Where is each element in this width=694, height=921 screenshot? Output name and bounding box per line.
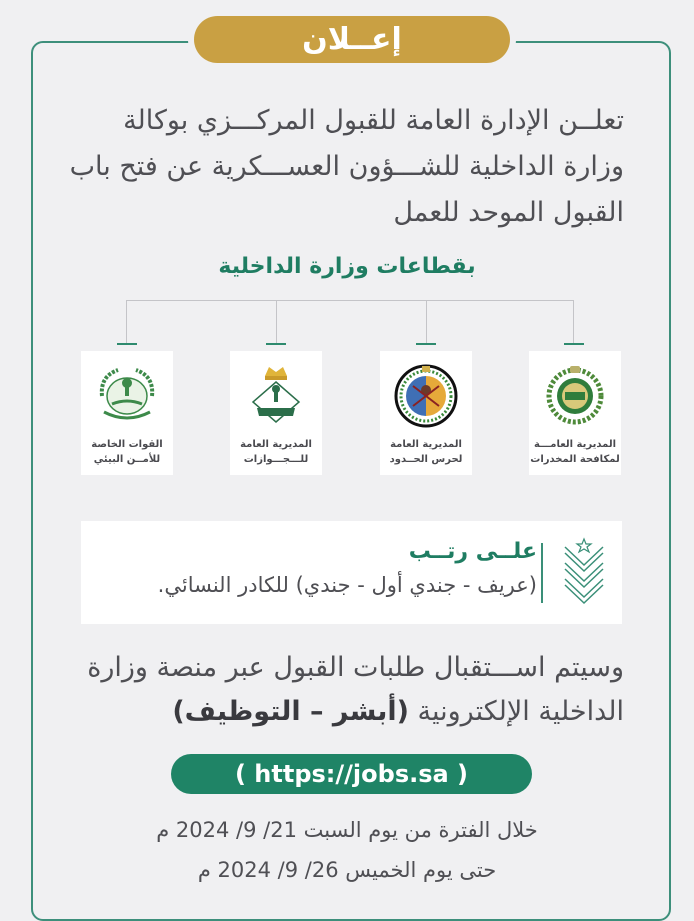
military-rank-chevron-icon (563, 535, 605, 615)
intro-line: القبول الموحد للعمل (393, 197, 624, 228)
sector-label-line: المديرية العامة (390, 439, 462, 450)
tree-connector-vertical (276, 300, 277, 344)
narcotics-control-emblem-icon (539, 359, 611, 431)
sector-label-line: لمكافحة المخدرات (530, 454, 620, 465)
ranks-divider (541, 543, 543, 603)
reception-line: وسيتم اســـتقبال طلبات القبول عبر منصة وزارة (87, 652, 624, 683)
reception-line (64, 690, 624, 734)
sector-label-line: للأمــن البيئي (93, 454, 161, 465)
sector-card-passports (230, 351, 322, 475)
tree-connector-vertical (573, 300, 574, 344)
tree-connector-vertical (126, 300, 127, 344)
ranks-box (81, 521, 622, 624)
sector-label-line: للـــجـــوازات (243, 454, 309, 465)
passports-emblem-icon (240, 359, 312, 431)
tree-tick (117, 343, 137, 345)
intro-paragraph (64, 98, 624, 236)
tree-tick (266, 343, 286, 345)
sector-card-border-guard (380, 351, 472, 475)
border-guard-emblem-icon (390, 359, 462, 431)
announcement-title-badge (194, 16, 510, 63)
jobs-url-text[interactable]: ( https://jobs.sa ) (234, 760, 469, 788)
sectors-heading: بقطاعات وزارة الداخلية (218, 254, 476, 279)
tree-connector-horizontal (126, 300, 574, 301)
jobs-url-link[interactable] (171, 754, 532, 794)
sector-label-line: المديرية العامة (240, 439, 312, 450)
sector-card-environmental (81, 351, 173, 475)
application-period (0, 810, 694, 890)
tree-connector-vertical (426, 300, 427, 344)
environmental-security-emblem-icon (91, 359, 163, 431)
platform-name: (أبشر – التوظيف) (172, 696, 409, 727)
tree-tick (564, 343, 584, 345)
period-end: حتى يوم الخميس 26/ 9/ 2024 م (197, 858, 497, 882)
sector-label-line: المديرية العامـــة (533, 439, 617, 450)
intro-line: وزارة الداخلية للشـــؤون العســـكرية عن فتح باب (69, 151, 624, 182)
ranks-title: علــى رتــب (408, 539, 537, 564)
tree-tick (416, 343, 436, 345)
period-start: خلال الفترة من يوم السبت 21/ 9/ 2024 م (156, 818, 538, 842)
sector-card-narcotics (529, 351, 621, 475)
announcement-title: إعــلان (302, 22, 402, 57)
sector-label-line: لحرس الحــدود (389, 454, 463, 465)
intro-line: تعلــن الإدارة العامة للقبول المركـــزي بوكالة (123, 105, 624, 136)
reception-paragraph (64, 646, 624, 734)
ranks-text: (عريف - جندي أول - جندي) للكادر النسائي. (157, 573, 537, 597)
reception-text: الداخلية الإلكترونية (408, 696, 624, 727)
sector-label-line: القوات الخاصة (91, 439, 163, 450)
